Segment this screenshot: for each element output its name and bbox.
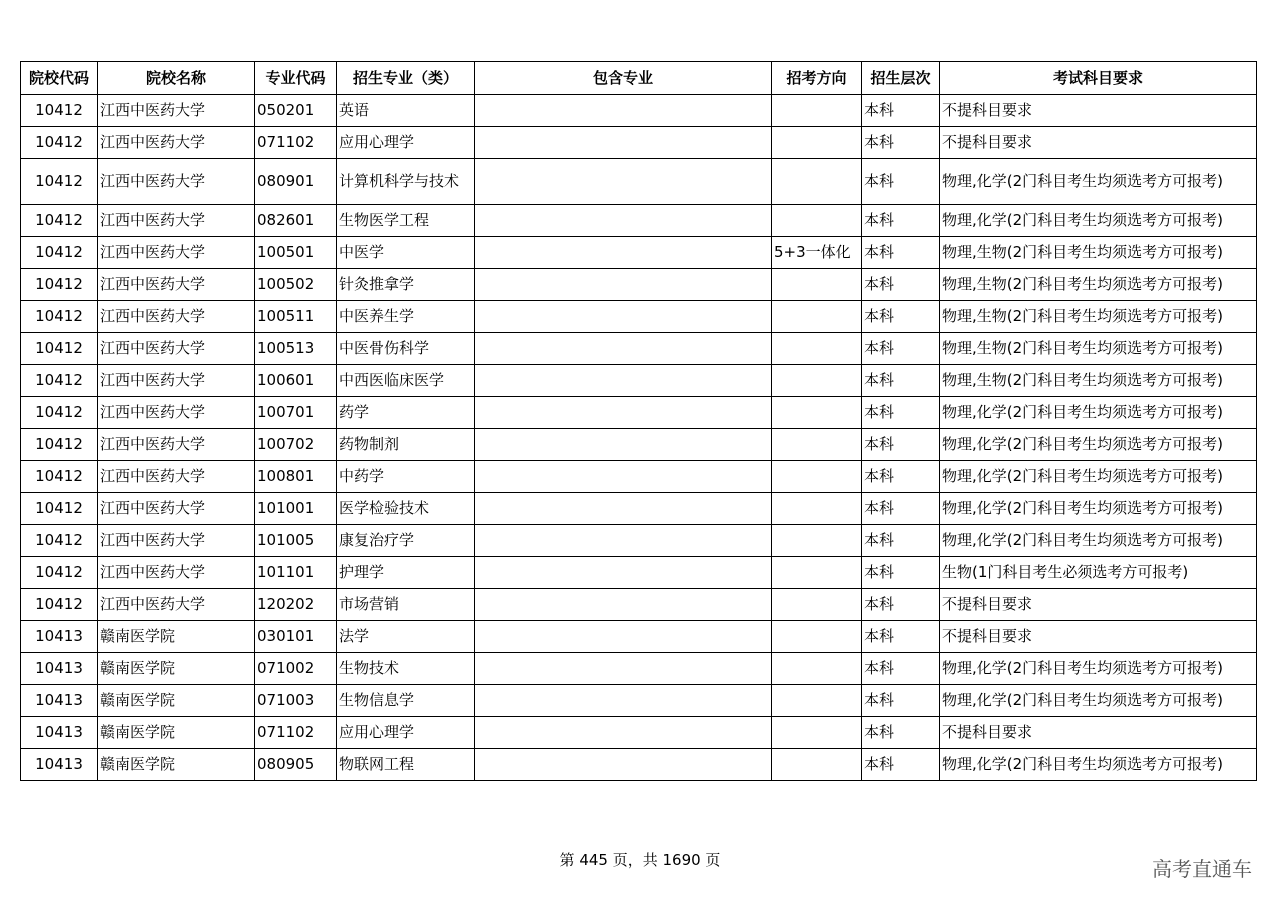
cell-level: 本科	[862, 493, 940, 525]
cell-included-majors	[475, 493, 772, 525]
cell-major-name: 中药学	[337, 461, 475, 493]
cell-included-majors	[475, 95, 772, 127]
cell-subject-requirement: 物理,生物(2门科目考生均须选考方可报考)	[940, 301, 1257, 333]
cell-major-name: 护理学	[337, 557, 475, 589]
cell-included-majors	[475, 749, 772, 781]
table-row	[21, 333, 1257, 365]
cell-major-code: 120202	[255, 589, 337, 621]
cell-direction	[772, 653, 862, 685]
cell-major-name: 生物信息学	[337, 685, 475, 717]
cell-school-name: 江西中医药大学	[98, 95, 255, 127]
cell-major-name: 中医养生学	[337, 301, 475, 333]
table-row	[21, 159, 1257, 205]
cell-included-majors	[475, 205, 772, 237]
cell-major-code: 080905	[255, 749, 337, 781]
cell-school-name: 江西中医药大学	[98, 127, 255, 159]
cell-included-majors	[475, 269, 772, 301]
cell-subject-requirement: 不提科目要求	[940, 589, 1257, 621]
cell-subject-requirement: 物理,化学(2门科目考生均须选考方可报考)	[940, 205, 1257, 237]
cell-included-majors	[475, 237, 772, 269]
cell-school-name: 江西中医药大学	[98, 159, 255, 205]
cell-major-code: 071102	[255, 127, 337, 159]
cell-school-name: 赣南医学院	[98, 717, 255, 749]
cell-major-name: 药物制剂	[337, 429, 475, 461]
cell-included-majors	[475, 717, 772, 749]
header-subject-requirement: 考试科目要求	[940, 62, 1257, 95]
cell-direction	[772, 589, 862, 621]
cell-included-majors	[475, 127, 772, 159]
cell-included-majors	[475, 397, 772, 429]
cell-subject-requirement: 物理,化学(2门科目考生均须选考方可报考)	[940, 525, 1257, 557]
cell-direction: 5+3一体化	[772, 237, 862, 269]
cell-school-name: 江西中医药大学	[98, 589, 255, 621]
header-level: 招生层次	[862, 62, 940, 95]
table-row	[21, 621, 1257, 653]
cell-school-name: 江西中医药大学	[98, 269, 255, 301]
cell-major-name: 应用心理学	[337, 127, 475, 159]
cell-major-name: 应用心理学	[337, 717, 475, 749]
cell-school-name: 江西中医药大学	[98, 333, 255, 365]
cell-major-code: 100801	[255, 461, 337, 493]
cell-school-name: 江西中医药大学	[98, 557, 255, 589]
header-major-code: 专业代码	[255, 62, 337, 95]
cell-school-code: 10412	[21, 127, 98, 159]
table-row	[21, 717, 1257, 749]
cell-subject-requirement: 物理,生物(2门科目考生均须选考方可报考)	[940, 237, 1257, 269]
cell-school-code: 10412	[21, 461, 98, 493]
cell-direction	[772, 127, 862, 159]
cell-subject-requirement: 物理,化学(2门科目考生均须选考方可报考)	[940, 685, 1257, 717]
table-row	[21, 749, 1257, 781]
cell-major-name: 英语	[337, 95, 475, 127]
cell-subject-requirement: 不提科目要求	[940, 127, 1257, 159]
cell-level: 本科	[862, 749, 940, 781]
cell-subject-requirement: 不提科目要求	[940, 717, 1257, 749]
cell-school-code: 10413	[21, 749, 98, 781]
cell-major-name: 计算机科学与技术	[337, 159, 475, 205]
cell-level: 本科	[862, 365, 940, 397]
cell-included-majors	[475, 621, 772, 653]
cell-school-code: 10413	[21, 685, 98, 717]
cell-school-name: 赣南医学院	[98, 685, 255, 717]
cell-direction	[772, 301, 862, 333]
table-row	[21, 557, 1257, 589]
cell-direction	[772, 557, 862, 589]
cell-subject-requirement: 物理,化学(2门科目考生均须选考方可报考)	[940, 159, 1257, 205]
cell-direction	[772, 159, 862, 205]
cell-direction	[772, 621, 862, 653]
cell-included-majors	[475, 589, 772, 621]
table-row	[21, 301, 1257, 333]
cell-school-code: 10412	[21, 95, 98, 127]
cell-subject-requirement: 物理,化学(2门科目考生均须选考方可报考)	[940, 749, 1257, 781]
cell-school-code: 10412	[21, 301, 98, 333]
cell-direction	[772, 525, 862, 557]
cell-major-code: 100513	[255, 333, 337, 365]
cell-included-majors	[475, 461, 772, 493]
cell-direction	[772, 95, 862, 127]
cell-school-name: 江西中医药大学	[98, 301, 255, 333]
page-number: 第 445 页，共 1690 页	[559, 851, 721, 869]
cell-level: 本科	[862, 397, 940, 429]
cell-level: 本科	[862, 589, 940, 621]
cell-major-name: 中西医临床医学	[337, 365, 475, 397]
cell-direction	[772, 429, 862, 461]
cell-level: 本科	[862, 333, 940, 365]
cell-major-code: 100502	[255, 269, 337, 301]
table-row	[21, 95, 1257, 127]
cell-school-name: 江西中医药大学	[98, 429, 255, 461]
cell-school-code: 10413	[21, 653, 98, 685]
header-school-name: 院校名称	[98, 62, 255, 95]
cell-subject-requirement: 物理,生物(2门科目考生均须选考方可报考)	[940, 333, 1257, 365]
cell-direction	[772, 749, 862, 781]
cell-level: 本科	[862, 653, 940, 685]
cell-major-code: 082601	[255, 205, 337, 237]
cell-subject-requirement: 物理,化学(2门科目考生均须选考方可报考)	[940, 653, 1257, 685]
cell-level: 本科	[862, 461, 940, 493]
cell-school-code: 10412	[21, 557, 98, 589]
cell-included-majors	[475, 653, 772, 685]
cell-school-code: 10413	[21, 621, 98, 653]
cell-school-name: 江西中医药大学	[98, 461, 255, 493]
cell-subject-requirement: 生物(1门科目考生必须选考方可报考)	[940, 557, 1257, 589]
cell-major-name: 法学	[337, 621, 475, 653]
cell-school-name: 赣南医学院	[98, 653, 255, 685]
cell-major-name: 物联网工程	[337, 749, 475, 781]
cell-subject-requirement: 物理,化学(2门科目考生均须选考方可报考)	[940, 461, 1257, 493]
cell-level: 本科	[862, 429, 940, 461]
table-row	[21, 127, 1257, 159]
cell-direction	[772, 397, 862, 429]
cell-major-code: 071102	[255, 717, 337, 749]
header-major-name: 招生专业（类）	[337, 62, 475, 95]
cell-school-name: 江西中医药大学	[98, 237, 255, 269]
cell-major-code: 071003	[255, 685, 337, 717]
cell-direction	[772, 685, 862, 717]
cell-major-name: 医学检验技术	[337, 493, 475, 525]
cell-subject-requirement: 不提科目要求	[940, 95, 1257, 127]
cell-included-majors	[475, 333, 772, 365]
cell-school-code: 10412	[21, 429, 98, 461]
cell-school-name: 江西中医药大学	[98, 205, 255, 237]
cell-school-code: 10412	[21, 269, 98, 301]
cell-level: 本科	[862, 525, 940, 557]
cell-major-name: 药学	[337, 397, 475, 429]
cell-included-majors	[475, 159, 772, 205]
cell-included-majors	[475, 365, 772, 397]
cell-direction	[772, 365, 862, 397]
cell-direction	[772, 205, 862, 237]
cell-school-name: 江西中医药大学	[98, 397, 255, 429]
cell-level: 本科	[862, 717, 940, 749]
cell-major-name: 中医学	[337, 237, 475, 269]
cell-major-code: 100511	[255, 301, 337, 333]
cell-major-name: 市场营销	[337, 589, 475, 621]
cell-school-name: 赣南医学院	[98, 749, 255, 781]
table-row	[21, 493, 1257, 525]
table-row	[21, 461, 1257, 493]
cell-level: 本科	[862, 621, 940, 653]
cell-included-majors	[475, 685, 772, 717]
table-row	[21, 205, 1257, 237]
cell-subject-requirement: 物理,生物(2门科目考生均须选考方可报考)	[940, 269, 1257, 301]
table-row	[21, 237, 1257, 269]
cell-level: 本科	[862, 685, 940, 717]
cell-major-name: 生物医学工程	[337, 205, 475, 237]
cell-major-name: 中医骨伤科学	[337, 333, 475, 365]
cell-direction	[772, 461, 862, 493]
cell-level: 本科	[862, 557, 940, 589]
cell-included-majors	[475, 301, 772, 333]
table-row	[21, 589, 1257, 621]
cell-school-name: 江西中医药大学	[98, 525, 255, 557]
cell-school-code: 10412	[21, 159, 98, 205]
cell-included-majors	[475, 557, 772, 589]
cell-major-code: 100702	[255, 429, 337, 461]
cell-major-code: 071002	[255, 653, 337, 685]
cell-major-name: 针灸推拿学	[337, 269, 475, 301]
cell-direction	[772, 493, 862, 525]
header-included-majors: 包含专业	[475, 62, 772, 95]
cell-subject-requirement: 物理,化学(2门科目考生均须选考方可报考)	[940, 397, 1257, 429]
cell-direction	[772, 333, 862, 365]
cell-direction	[772, 717, 862, 749]
cell-subject-requirement: 物理,生物(2门科目考生均须选考方可报考)	[940, 365, 1257, 397]
cell-major-code: 050201	[255, 95, 337, 127]
cell-included-majors	[475, 429, 772, 461]
table-row	[21, 685, 1257, 717]
cell-school-code: 10412	[21, 237, 98, 269]
table-row	[21, 269, 1257, 301]
cell-major-name: 生物技术	[337, 653, 475, 685]
cell-level: 本科	[862, 95, 940, 127]
cell-level: 本科	[862, 269, 940, 301]
cell-level: 本科	[862, 205, 940, 237]
cell-school-code: 10412	[21, 205, 98, 237]
cell-school-code: 10412	[21, 397, 98, 429]
cell-school-name: 江西中医药大学	[98, 365, 255, 397]
cell-major-name: 康复治疗学	[337, 525, 475, 557]
cell-major-code: 100601	[255, 365, 337, 397]
cell-major-code: 100501	[255, 237, 337, 269]
cell-school-code: 10412	[21, 589, 98, 621]
cell-major-code: 101101	[255, 557, 337, 589]
cell-school-code: 10413	[21, 717, 98, 749]
cell-direction	[772, 269, 862, 301]
cell-subject-requirement: 不提科目要求	[940, 621, 1257, 653]
cell-subject-requirement: 物理,化学(2门科目考生均须选考方可报考)	[940, 493, 1257, 525]
table-row	[21, 653, 1257, 685]
admissions-table	[20, 61, 1257, 781]
cell-school-code: 10412	[21, 333, 98, 365]
table-row	[21, 525, 1257, 557]
cell-school-code: 10412	[21, 365, 98, 397]
watermark: 高考直通车	[1152, 857, 1252, 881]
cell-major-code: 101001	[255, 493, 337, 525]
header-direction: 招考方向	[772, 62, 862, 95]
table-header-row	[21, 62, 1257, 95]
table-row	[21, 365, 1257, 397]
cell-included-majors	[475, 525, 772, 557]
cell-school-code: 10412	[21, 525, 98, 557]
cell-major-code: 100701	[255, 397, 337, 429]
cell-school-code: 10412	[21, 493, 98, 525]
cell-school-name: 赣南医学院	[98, 621, 255, 653]
cell-major-code: 101005	[255, 525, 337, 557]
table-body	[21, 95, 1257, 781]
cell-level: 本科	[862, 237, 940, 269]
header-school-code: 院校代码	[21, 62, 98, 95]
cell-major-code: 030101	[255, 621, 337, 653]
cell-level: 本科	[862, 301, 940, 333]
table-row	[21, 397, 1257, 429]
cell-level: 本科	[862, 127, 940, 159]
table-row	[21, 429, 1257, 461]
cell-school-name: 江西中医药大学	[98, 493, 255, 525]
cell-major-code: 080901	[255, 159, 337, 205]
cell-level: 本科	[862, 159, 940, 205]
cell-subject-requirement: 物理,化学(2门科目考生均须选考方可报考)	[940, 429, 1257, 461]
